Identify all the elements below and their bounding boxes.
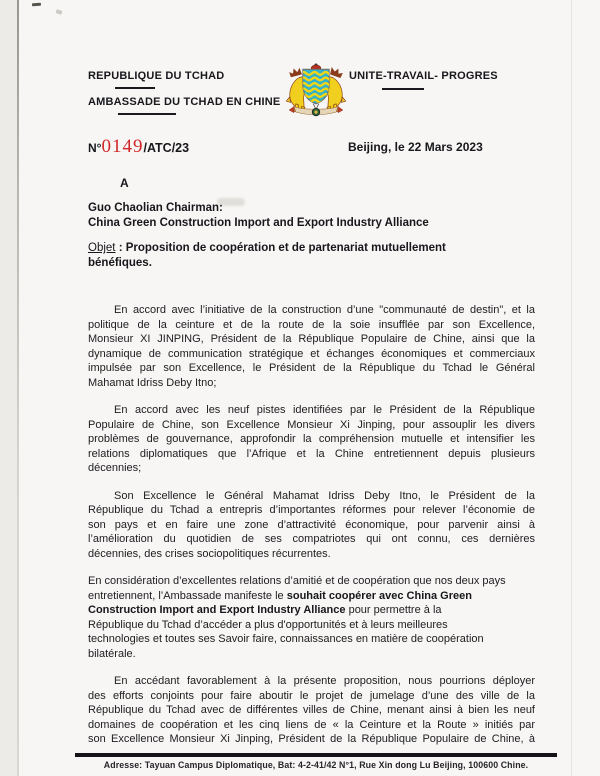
body-line: dynamique de communication stratégique et échanges économiques et commerciaux [88,347,535,360]
body-line: Mahamat Idriss Deby Itno; [88,376,217,389]
national-motto: UNITE-TRAVAIL- PROGRES [349,70,498,82]
body-line-segment-bold: Construction Import and Export Industry Alliance [88,604,346,616]
recipient-organization: China Green Construction Import and Export Industry Alliance [88,217,429,229]
body-line: politique de la ceinture et de la route de la soie insufflée par son Excellence, [88,318,535,331]
reference-serial: 0149 [101,136,144,157]
recipient-salutation: A [120,176,129,190]
body-line: Monsieur XI JINPING, Président de la République Populaire de Chine, ainsi que la [88,333,535,345]
body-line: impulsée par son Excellence, le Président de la République du Tchad le Général [88,362,535,374]
body-line: République du Tchad a entrepris d’importantes réformes pour relever l’économie de [88,504,535,516]
body-line: l’amélioration du quotidien de ses compatriotes qui ont connu, ces dernières [88,533,535,545]
body-line: décennies; [88,462,142,474]
body-paragraph-4 [88,574,535,661]
body-line: relations diplomatiques que l’Afrique et la Chine entretiennent depuis plusieurs [88,447,535,460]
subject-text: Proposition de coopération et de partenariat mutuellement bénéfiques. [88,242,446,269]
recipient-block [88,201,535,231]
body-paragraph-1 [88,303,535,390]
body-line-segment: entretiennent, l’Ambassade manifeste le [88,589,287,602]
body-line: problèmes de gouvernance, approfondir la compréhension mutuelle et intensifier les [88,433,535,445]
body-line: République du Tchad avec de différentes villes de Chine, menant ainsi à bien les neuf [88,704,535,716]
letterhead-left [88,70,280,115]
scan-page-edge-line [17,0,19,776]
body-paragraph-5 [88,674,535,747]
body-line-segment: pour permettre à la [345,604,442,616]
scan-right-seam [571,0,572,776]
body-line: Son Excellence le Général Mahamat Idriss Deby Itno, le Président de la [114,489,535,502]
subject-separator: : [115,242,126,254]
scan-edge-strip [0,0,17,776]
body-line: En accord avec les neuf pistes identifiées par le Président de la République [114,404,535,416]
chad-coat-of-arms-icon [280,61,352,119]
letterhead [88,70,535,130]
reference-prefix: N° [88,141,102,155]
scan-corner-artifact-2 [56,9,63,15]
body-line: Populaire de Chine, son Excellence Monsieur Xi Jinping, pour assouplir les divers [88,418,535,431]
scan-corner-artifact [32,3,41,7]
reference-suffix: /ATC/23 [143,141,190,155]
body-line: des efforts conjoints pour faire aboutir le projet de jumelage d’une des ville de la [88,689,535,702]
letterhead-divider [118,113,176,115]
letter-body [88,303,535,760]
footer-address: Adresse: Tayuan Campus Diplomatique, Bat: 4-2-41/42 N°1, Rue Xin dong Lu Beijing, 100600 Chine. [103,760,529,770]
body-paragraph-3 [88,489,535,562]
body-line [88,589,535,604]
subject-line [88,241,488,271]
recipient-name: Guo Chaolian Chairman: [88,202,223,214]
letterhead-right [349,70,498,90]
body-line-segment-bold: souhait coopérer avec China Green [286,589,472,602]
date-line: Beijing, le 22 Mars 2023 [348,140,483,154]
reference-number [88,137,189,156]
body-line: son pays et en faire une zone d’attractivité économique, pour parvenir ainsi à [88,518,535,531]
body-line: bilatérale. [88,647,136,660]
body-line: son Excellence Monsieur Xi Jinping, Président de la République Populaire de Chine, à [88,733,535,745]
body-paragraph-2 [88,403,535,476]
body-line: République du Tchad d’accéder a plus d'opportunités et à leurs meilleures [88,618,448,631]
body-line: En considération d’excellentes relations d’amitié et de coopération que nos deux pays [88,575,506,587]
body-line: En accord avec l’initiative de la construction d’une "communauté de destin", et la [114,304,535,316]
reference-row [88,137,535,161]
subject-label: Objet [88,242,116,254]
footer-rule [75,753,557,757]
republic-title: REPUBLIQUE DU TCHAD [88,70,225,82]
body-line: technologies et toutes ses Savoir faire, connaissances en matière de coopération [88,633,484,645]
body-line: décennies, des crises sociopolitiques récurrentes. [88,547,331,560]
letterhead-divider [115,87,155,89]
body-line: domaines de coopération et les cinq liens de « la Ceinture et la Route » initiés par [88,718,535,731]
embassy-title: AMBASSADE DU TCHAD EN CHINE [88,96,281,108]
body-line: En accédant favorablement à la présente proposition, nous pourrions déployer [114,675,535,687]
body-line [88,603,535,618]
letterhead-divider [382,88,424,90]
